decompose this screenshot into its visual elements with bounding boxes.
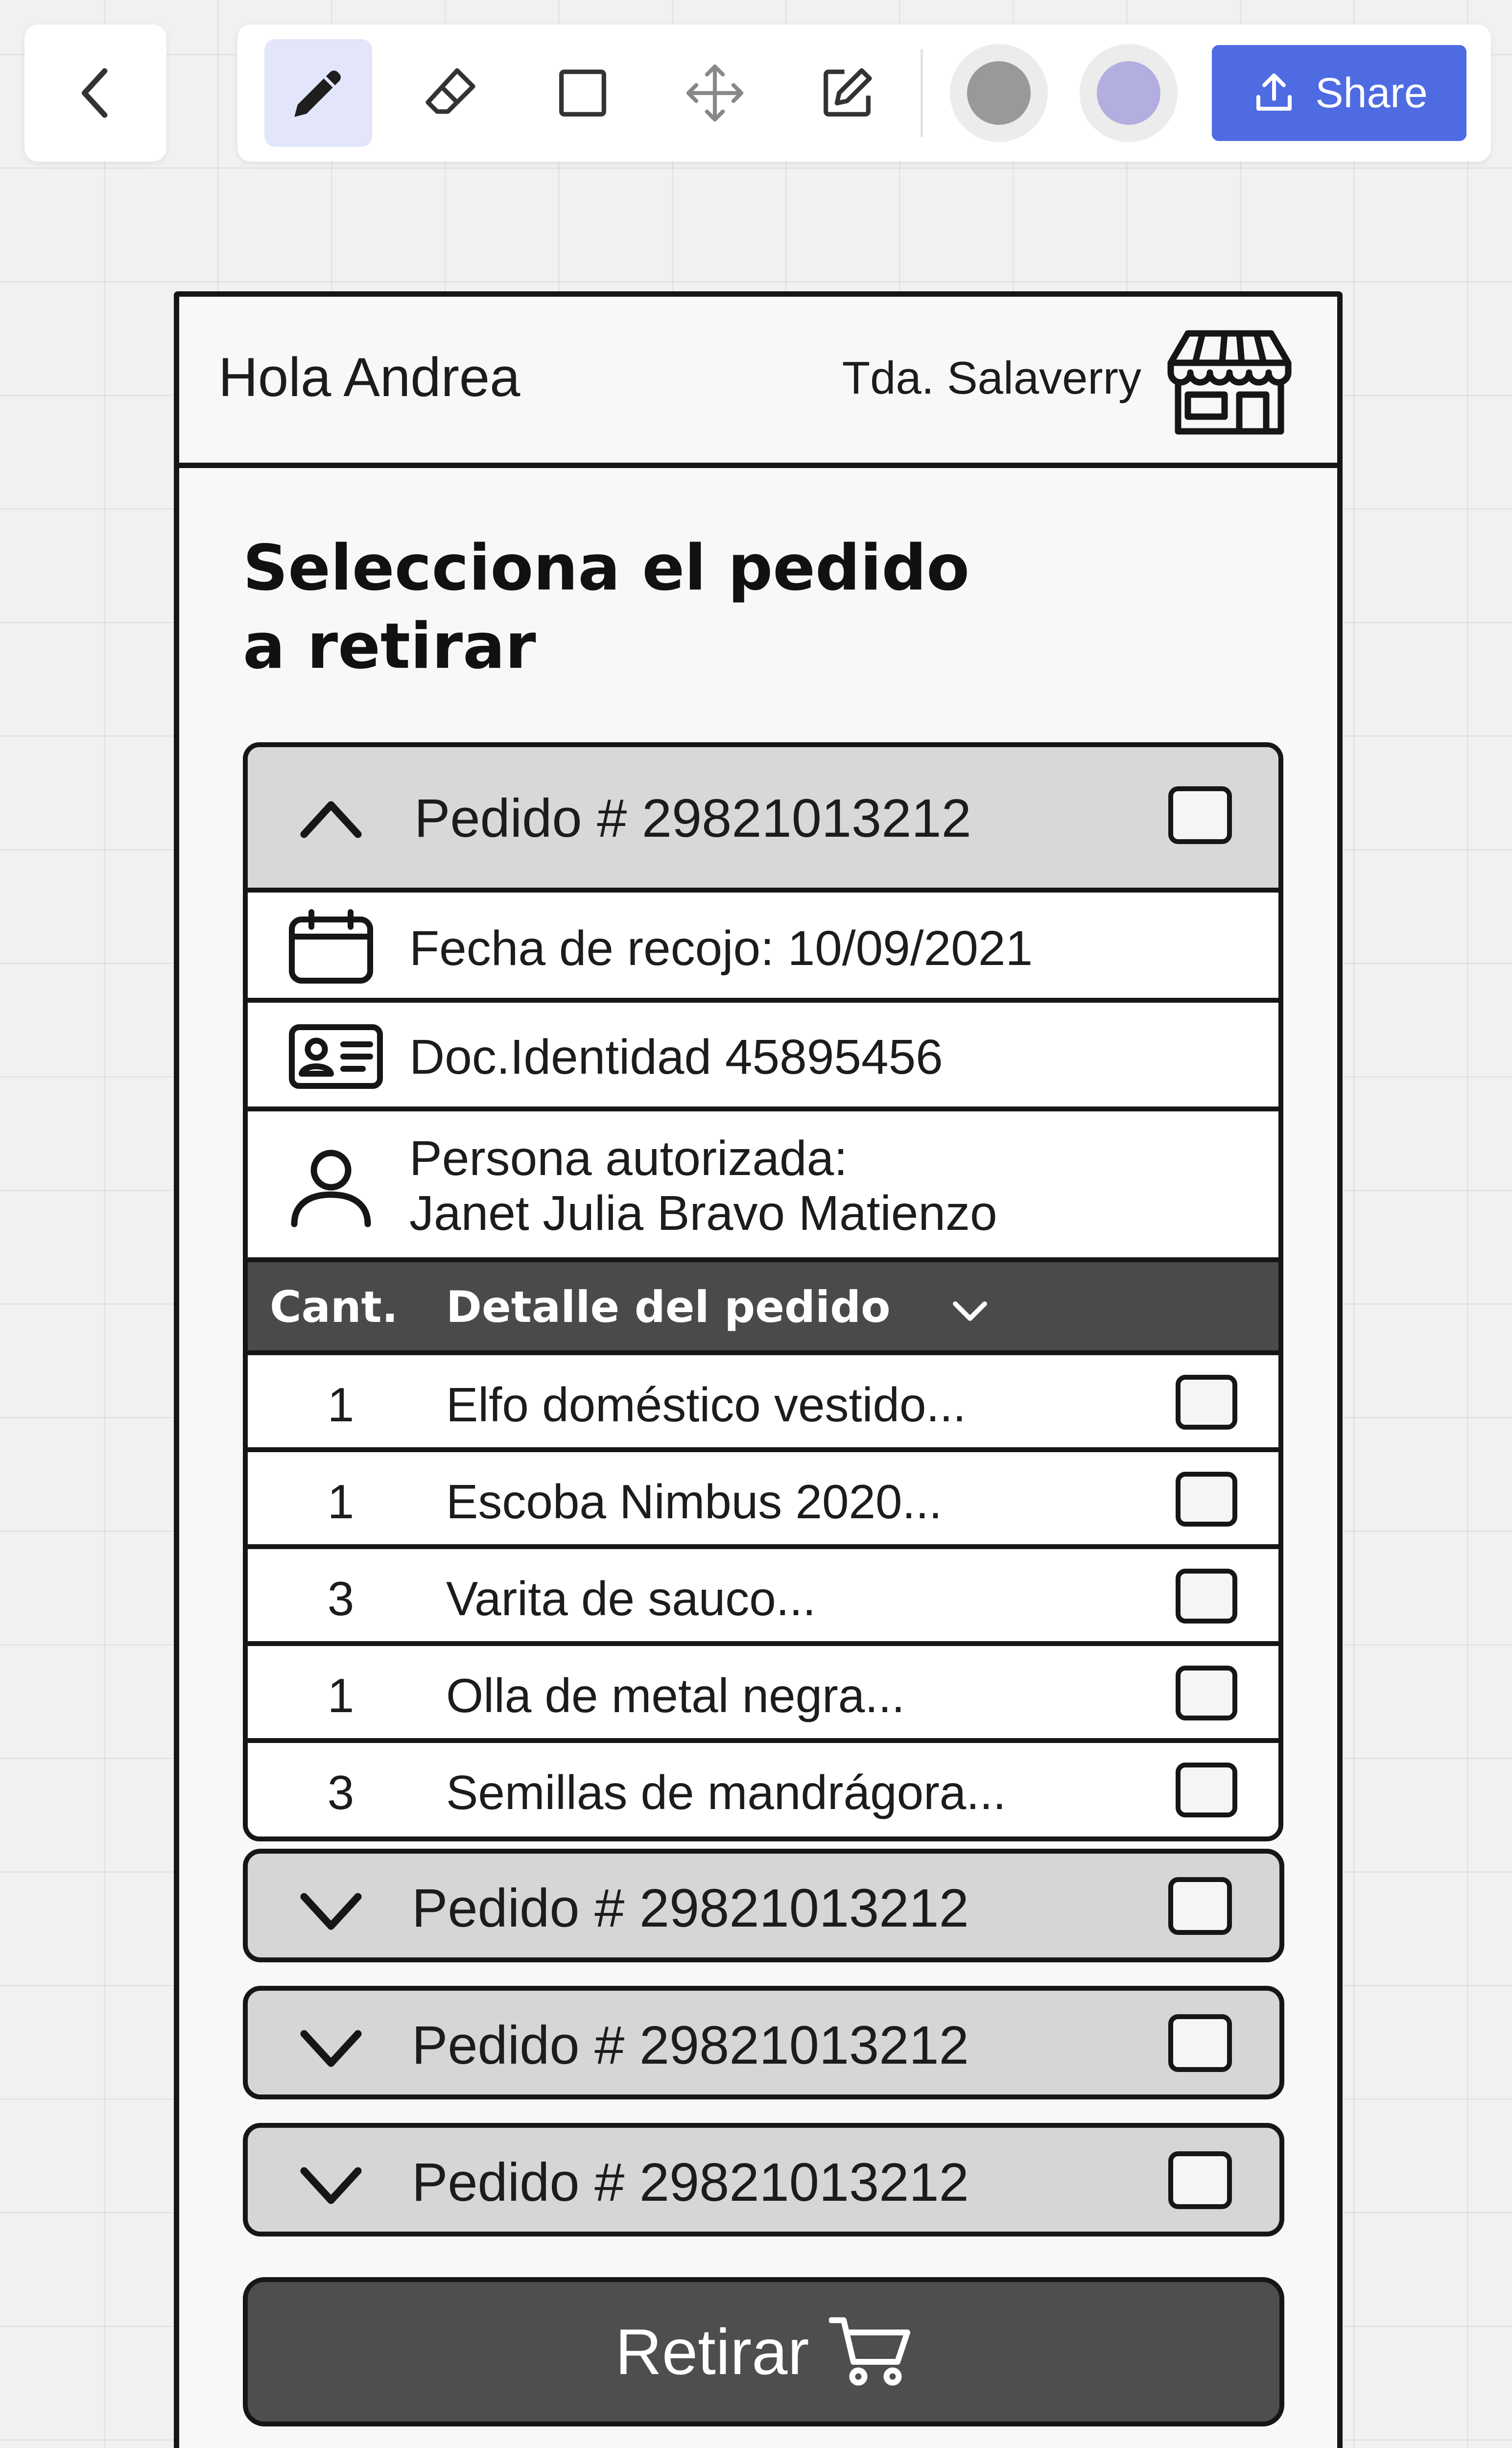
order-select-checkbox[interactable] — [1168, 2151, 1232, 2209]
document-id-row — [248, 1003, 1278, 1111]
pencil-icon — [286, 61, 350, 125]
expanded-order-card — [243, 742, 1283, 1841]
drawing-toolbar — [237, 24, 1491, 162]
chevron-down-icon[interactable] — [948, 1296, 992, 1326]
authorized-person-row — [248, 1111, 1278, 1262]
eraser-tool-button[interactable] — [397, 39, 504, 147]
person-icon — [287, 1146, 375, 1229]
page-title — [243, 529, 969, 686]
edit-note-tool-button[interactable] — [793, 39, 901, 147]
phone-mockup — [174, 291, 1343, 2448]
upload-icon — [1251, 70, 1298, 117]
item-quantity: 3 — [327, 1572, 354, 1625]
app-header — [179, 297, 1337, 468]
chevron-down-icon[interactable] — [297, 2161, 365, 2210]
chevron-left-icon — [73, 64, 118, 122]
order-number: Pedido # 29821013212 — [412, 2152, 969, 2213]
item-name: Semillas de mandrágora... — [446, 1765, 1006, 1819]
edit-note-icon — [815, 61, 879, 125]
item-quantity: 1 — [327, 1669, 354, 1722]
order-number: Pedido # 29821013212 — [412, 1878, 969, 1938]
order-number: Pedido # 29821013212 — [412, 2015, 969, 2075]
retirar-label: Retirar — [615, 2316, 809, 2388]
item-checkbox[interactable] — [1176, 1375, 1237, 1430]
pickup-date-row — [248, 893, 1278, 1003]
order-item-row — [248, 1452, 1278, 1549]
item-quantity: 1 — [327, 1475, 354, 1529]
back-button[interactable] — [24, 24, 166, 162]
order-number: Pedido # 29821013212 — [414, 788, 971, 848]
share-label: Share — [1315, 69, 1428, 117]
item-name: Varita de sauco... — [446, 1572, 816, 1625]
eraser-icon — [419, 61, 482, 125]
store-name: Tda. Salaverry — [842, 352, 1141, 403]
collapsed-order-card[interactable] — [243, 2123, 1284, 2236]
authorized-person-text — [409, 1131, 997, 1241]
color-swatch-lavender[interactable] — [1080, 44, 1178, 142]
toolbar-divider — [921, 49, 923, 137]
storefront-icon — [1166, 329, 1293, 436]
authorized-person-name: Janet Julia Bravo Matienzo — [409, 1186, 997, 1241]
lavender-color-dot — [1097, 61, 1160, 125]
move-tool-button[interactable] — [661, 39, 769, 147]
item-checkbox[interactable] — [1176, 1666, 1237, 1720]
greeting-text: Hola Andrea — [218, 347, 520, 408]
item-quantity: 1 — [327, 1378, 354, 1432]
page-title-line-1: Selecciona el pedido — [243, 532, 970, 605]
item-name: Olla de metal negra... — [446, 1669, 905, 1722]
item-quantity: 3 — [327, 1765, 354, 1819]
order-item-row — [248, 1646, 1278, 1743]
order-item-row — [248, 1743, 1278, 1840]
order-select-checkbox[interactable] — [1168, 786, 1232, 844]
item-checkbox[interactable] — [1176, 1763, 1237, 1817]
page-title-line-2: a retirar — [243, 610, 536, 683]
authorized-person-label: Persona autorizada: — [409, 1131, 848, 1186]
cart-icon — [829, 2315, 912, 2389]
order-item-row — [248, 1355, 1278, 1452]
rectangle-icon — [551, 61, 614, 125]
collapsed-order-card[interactable] — [243, 1986, 1284, 2099]
move-icon — [683, 61, 747, 125]
document-id-text: Doc.Identidad 45895456 — [409, 1030, 943, 1084]
collapsed-order-card[interactable] — [243, 1849, 1284, 1962]
pickup-date-text: Fecha de recojo: 10/09/2021 — [409, 921, 1033, 976]
calendar-icon — [287, 907, 375, 986]
retirar-button[interactable] — [243, 2277, 1284, 2426]
color-swatch-gray[interactable] — [950, 44, 1048, 142]
gray-color-dot — [967, 61, 1031, 125]
item-name: Escoba Nimbus 2020... — [446, 1475, 943, 1529]
order-detail-header[interactable] — [248, 1262, 1278, 1355]
share-button[interactable] — [1212, 45, 1466, 141]
item-name: Elfo doméstico vestido... — [446, 1378, 967, 1432]
order-select-checkbox[interactable] — [1168, 2014, 1232, 2072]
chevron-down-icon[interactable] — [297, 1887, 365, 1936]
order-select-checkbox[interactable] — [1168, 1877, 1232, 1935]
quantity-column-header: Cant. — [270, 1282, 399, 1332]
pencil-tool-button[interactable] — [264, 39, 372, 147]
expanded-order-header[interactable] — [248, 747, 1278, 893]
chevron-up-icon[interactable] — [297, 790, 365, 844]
rectangle-tool-button[interactable] — [529, 39, 637, 147]
item-checkbox[interactable] — [1176, 1472, 1237, 1527]
order-item-row — [248, 1549, 1278, 1646]
detail-column-header: Detalle del pedido — [446, 1282, 891, 1332]
id-card-icon — [287, 1022, 385, 1091]
chevron-down-icon[interactable] — [297, 2024, 365, 2073]
item-checkbox[interactable] — [1176, 1569, 1237, 1624]
